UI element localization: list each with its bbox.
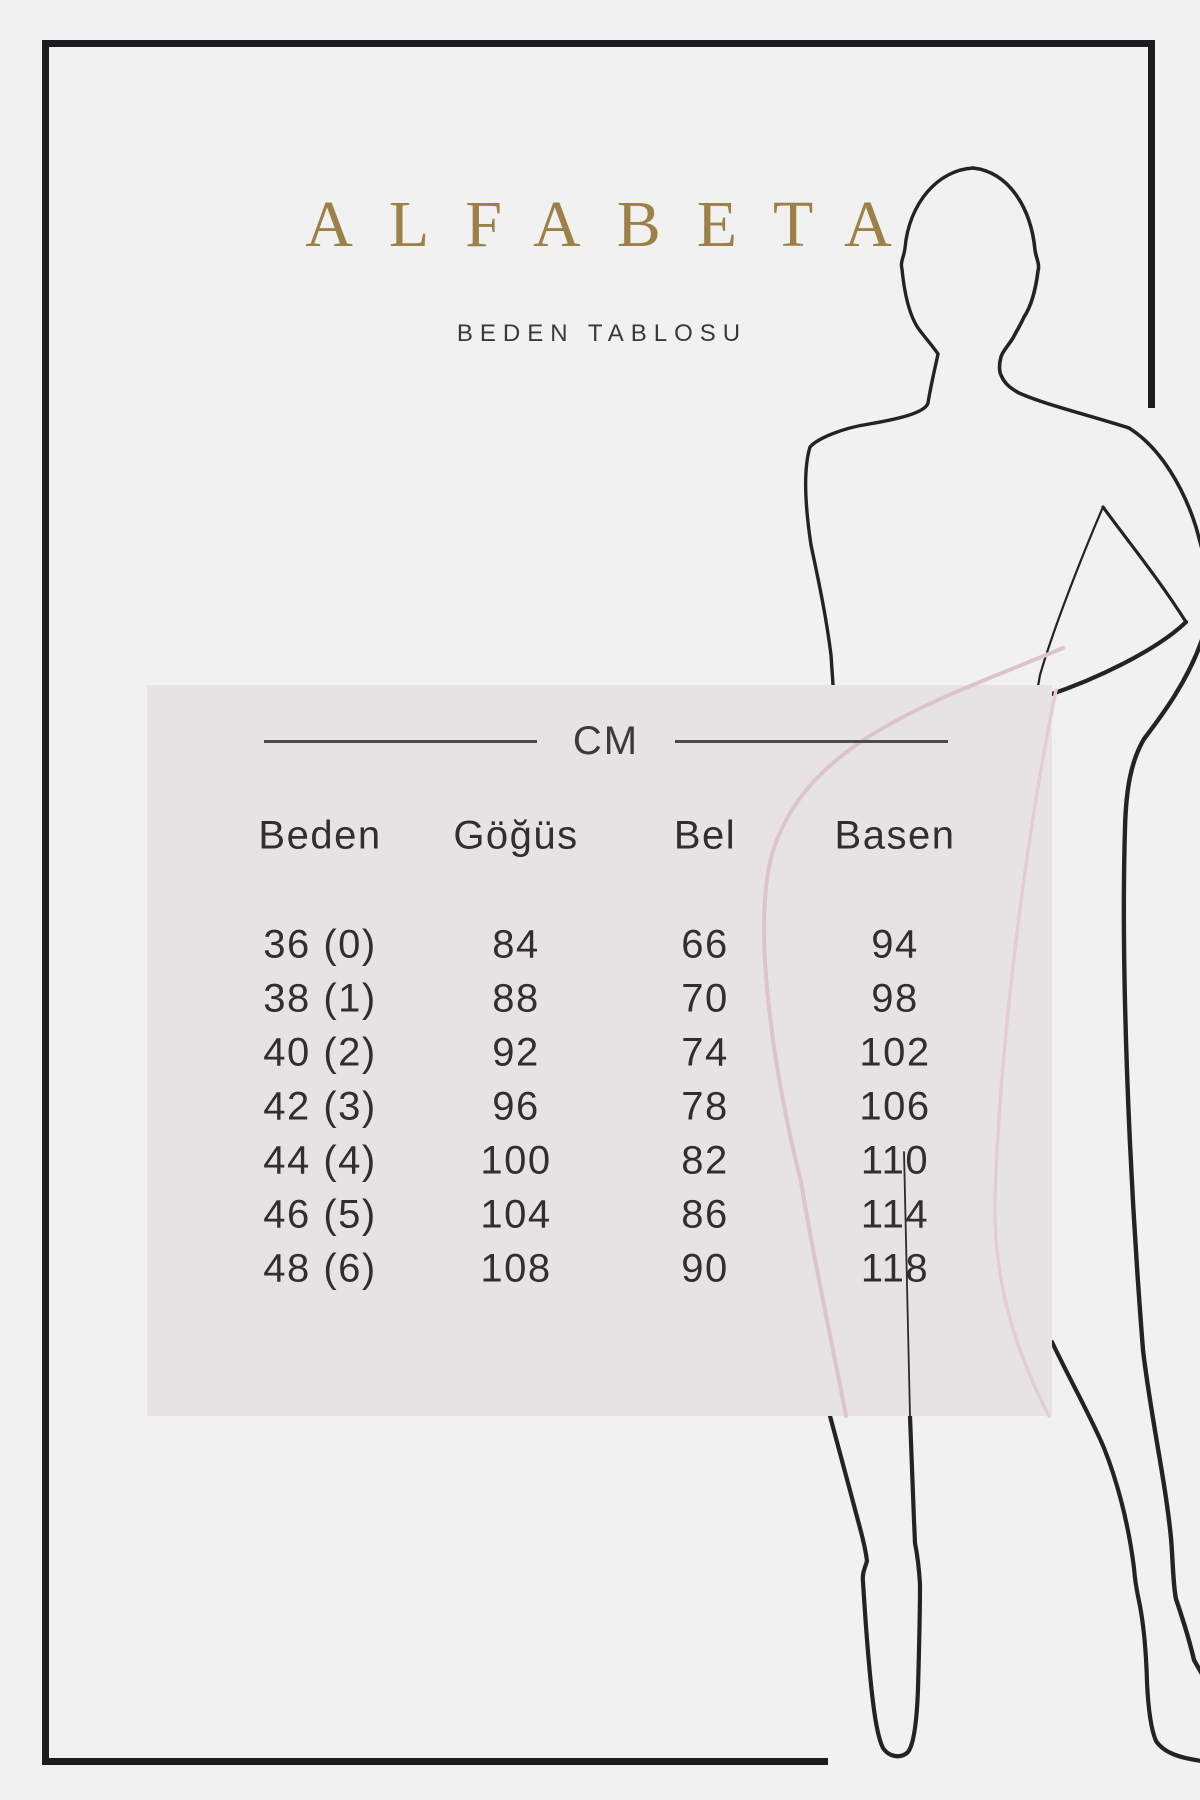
table-cell: 100 bbox=[480, 1138, 552, 1183]
frame-border-top bbox=[42, 40, 1155, 47]
table-cell: 108 bbox=[480, 1246, 552, 1291]
frame-border-left bbox=[42, 40, 49, 1765]
table-cell: 106 bbox=[859, 1084, 931, 1129]
figure-right-leg-inner bbox=[1052, 1342, 1200, 1761]
table-cell: 70 bbox=[681, 976, 729, 1021]
table-cell: 90 bbox=[681, 1246, 729, 1291]
unit-label: CM bbox=[572, 719, 640, 763]
table-cell: 44 (4) bbox=[263, 1138, 377, 1183]
table-cell: 84 bbox=[492, 922, 540, 967]
figure-waist-line bbox=[1037, 507, 1103, 692]
unit-header-row bbox=[264, 719, 948, 763]
column-header-beden: Beden bbox=[258, 813, 382, 858]
table-cell: 96 bbox=[492, 1084, 540, 1129]
table-cell: 92 bbox=[492, 1030, 540, 1075]
table-cell: 40 (2) bbox=[263, 1030, 377, 1075]
table-cell: 110 bbox=[860, 1138, 930, 1183]
table-cell: 118 bbox=[860, 1246, 930, 1291]
frame-border-bottom bbox=[42, 1758, 828, 1765]
table-cell: 36 (0) bbox=[263, 922, 377, 967]
table-cell: 102 bbox=[859, 1030, 931, 1075]
table-cell: 98 bbox=[871, 976, 919, 1021]
brand-subtitle: BEDEN TABLOSU bbox=[456, 320, 748, 347]
table-cell: 88 bbox=[492, 976, 540, 1021]
table-cell: 66 bbox=[681, 922, 729, 967]
table-cell: 38 (1) bbox=[263, 976, 377, 1021]
unit-divider-left bbox=[264, 740, 537, 743]
unit-divider-right bbox=[675, 740, 948, 743]
table-cell: 114 bbox=[860, 1192, 930, 1237]
table-cell: 104 bbox=[480, 1192, 552, 1237]
table-cell: 94 bbox=[871, 922, 919, 967]
table-cell: 46 (5) bbox=[263, 1192, 377, 1237]
size-table bbox=[147, 685, 1052, 1416]
figure-right-leg-outer bbox=[1124, 640, 1200, 1674]
table-cell: 42 (3) bbox=[263, 1084, 377, 1129]
table-cell: 74 bbox=[681, 1030, 729, 1075]
column-header-gogus: Göğüs bbox=[453, 813, 579, 858]
table-cell: 48 (6) bbox=[263, 1246, 377, 1291]
brand-title: ALFABETA bbox=[305, 188, 928, 261]
figure-left-leg-foot bbox=[830, 1416, 920, 1756]
figure-inner-arm-line bbox=[1103, 507, 1186, 622]
table-cell: 82 bbox=[681, 1138, 729, 1183]
table-cell: 78 bbox=[681, 1084, 729, 1129]
column-header-bel: Bel bbox=[673, 813, 737, 858]
column-header-basen: Basen bbox=[834, 813, 956, 858]
table-cell: 86 bbox=[681, 1192, 729, 1237]
figure-forearm-line bbox=[1038, 622, 1186, 699]
